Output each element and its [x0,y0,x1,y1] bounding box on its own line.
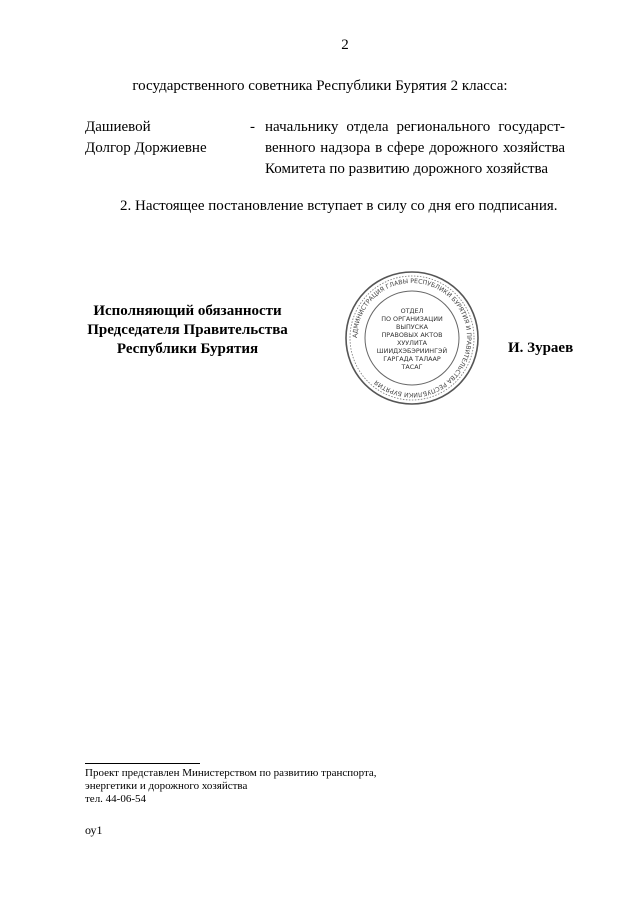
seal-ring-text: АДМИНИСТРАЦИЯ ГЛАВЫ РЕСПУБЛИКИ БУРЯТИЯ И ПРАВИТЕЛЬСТВА РЕСПУБЛИКИ БУРЯТИЯ [351,277,473,399]
official-seal [344,270,480,406]
signatory-title-line: Республики Бурятия [116,341,259,357]
seal-center-line: ПРАВОВЫХ АКТОВ [381,331,443,339]
clause-2: 2. Настоящее постановление вступает в силу со дня его подписания. [120,198,558,214]
intro-line: государственного советника Республики Бурятия 2 класса: [132,78,508,94]
footnote [85,767,377,806]
appointee-name [85,117,207,159]
appointee-position [265,117,565,180]
signatory-title [80,302,295,359]
appointee-given-name: Долгор Доржиевне [85,140,207,156]
position-line: Комитета по развитию дорожного хозяйства [265,161,549,177]
signer-name: И. Зураев [508,340,574,356]
footnote-line: энергетики и дорожного хозяйства [85,780,248,792]
seal-center-line: ГАРГАДА ТАЛААР [383,355,441,363]
appointee-surname: Дашиевой [85,119,151,135]
footnote-divider [85,763,200,764]
document-code: оу1 [85,823,103,837]
seal-center-line: ПО ОРГАНИЗАЦИИ [381,315,443,323]
seal-center-line: ШИИДХЭБЭРИИНГЭЙ [376,347,448,355]
position-line: венного надзора в сфере дорожного хозяйства [265,140,565,156]
appointee-dash: - [250,119,255,135]
footnote-line: Проект представлен Министерством по развитию транспорта, [85,767,377,779]
seal-center-line: ВЫПУСКА [395,323,429,331]
seal-center-line: ХУУЛИТА [396,339,428,347]
signatory-title-line: Исполняющий обязанности [93,303,282,319]
signatory-title-line: Председателя Правительства [87,322,288,338]
page-number: 2 [341,37,349,53]
footnote-line: тел. 44-06-54 [85,793,147,805]
position-line: начальнику отдела регионального государст- [265,119,565,135]
seal-center-line: ОТДЕЛ [400,307,424,315]
seal-center-line: ТАСАГ [401,363,423,371]
